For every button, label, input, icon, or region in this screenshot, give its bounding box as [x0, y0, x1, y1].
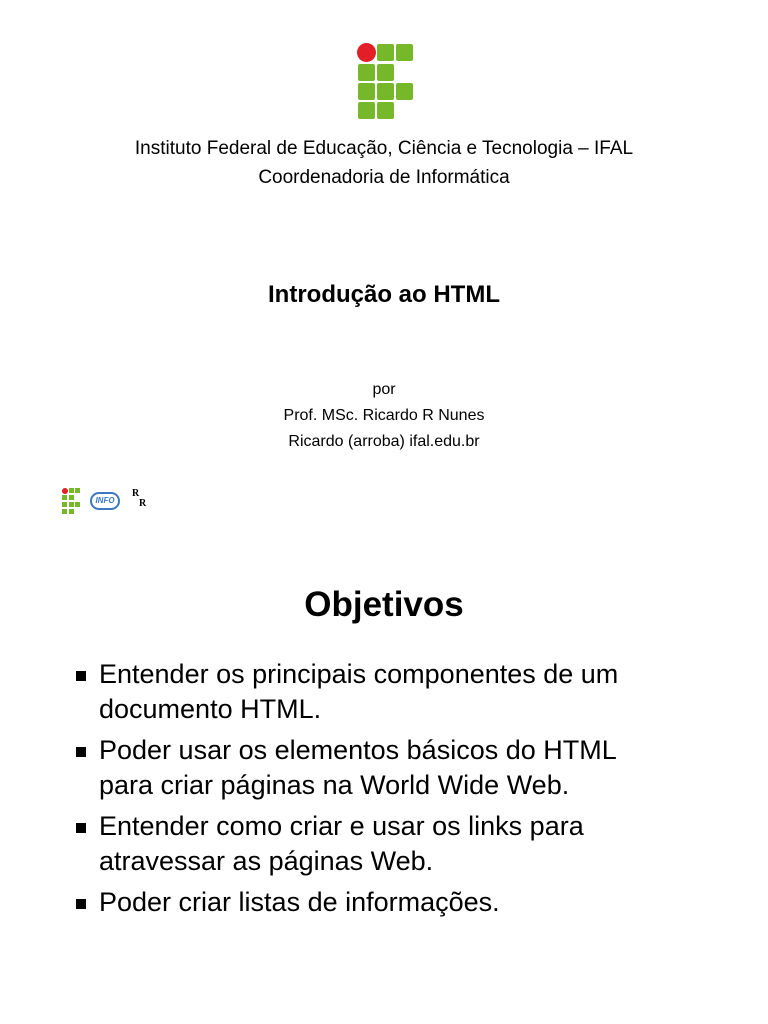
- info-logo: INFO: [90, 492, 120, 510]
- logo-square: [396, 44, 413, 61]
- ifal-mini-logo: [62, 488, 82, 516]
- logo-square: [358, 102, 375, 119]
- logo-square: [377, 44, 394, 61]
- department-name: Coordenadoria de Informática: [258, 167, 510, 188]
- objectives-list: [76, 657, 716, 926]
- logo-square: [396, 83, 413, 100]
- logo-square: [358, 83, 375, 100]
- ifal-logo: [357, 43, 415, 121]
- footer-logos: [62, 488, 162, 518]
- author-name: Prof. MSc. Ricardo R Nunes: [283, 407, 485, 424]
- author-block: [0, 377, 768, 455]
- list-item: Entender como criar e usar os links para atravessar as páginas Web.: [76, 809, 716, 879]
- logo-square: [377, 83, 394, 100]
- bullet-square-icon: [76, 823, 86, 833]
- list-item: Poder usar os elementos básicos do HTML para criar páginas na World Wide Web.: [76, 733, 716, 803]
- author-by: por: [372, 381, 396, 398]
- institution-header: [0, 134, 768, 192]
- logo-red-dot: [357, 43, 376, 62]
- rr-logo: R R: [132, 488, 147, 509]
- bullet-square-icon: [76, 747, 86, 757]
- logo-square: [377, 102, 394, 119]
- bullet-square-icon: [76, 899, 86, 909]
- author-email: Ricardo (arroba) ifal.edu.br: [288, 433, 480, 450]
- logo-square: [358, 64, 375, 81]
- list-item: Entender os principais componentes de um documento HTML.: [76, 657, 716, 727]
- institution-name: Instituto Federal de Educação, Ciência e Tecnologia – IFAL: [134, 138, 634, 159]
- list-item: Poder criar listas de informações.: [76, 885, 716, 920]
- slide-title: Objetivos: [304, 585, 464, 624]
- logo-square: [377, 64, 394, 81]
- document-title: Introdução ao HTML: [268, 281, 500, 308]
- bullet-square-icon: [76, 671, 86, 681]
